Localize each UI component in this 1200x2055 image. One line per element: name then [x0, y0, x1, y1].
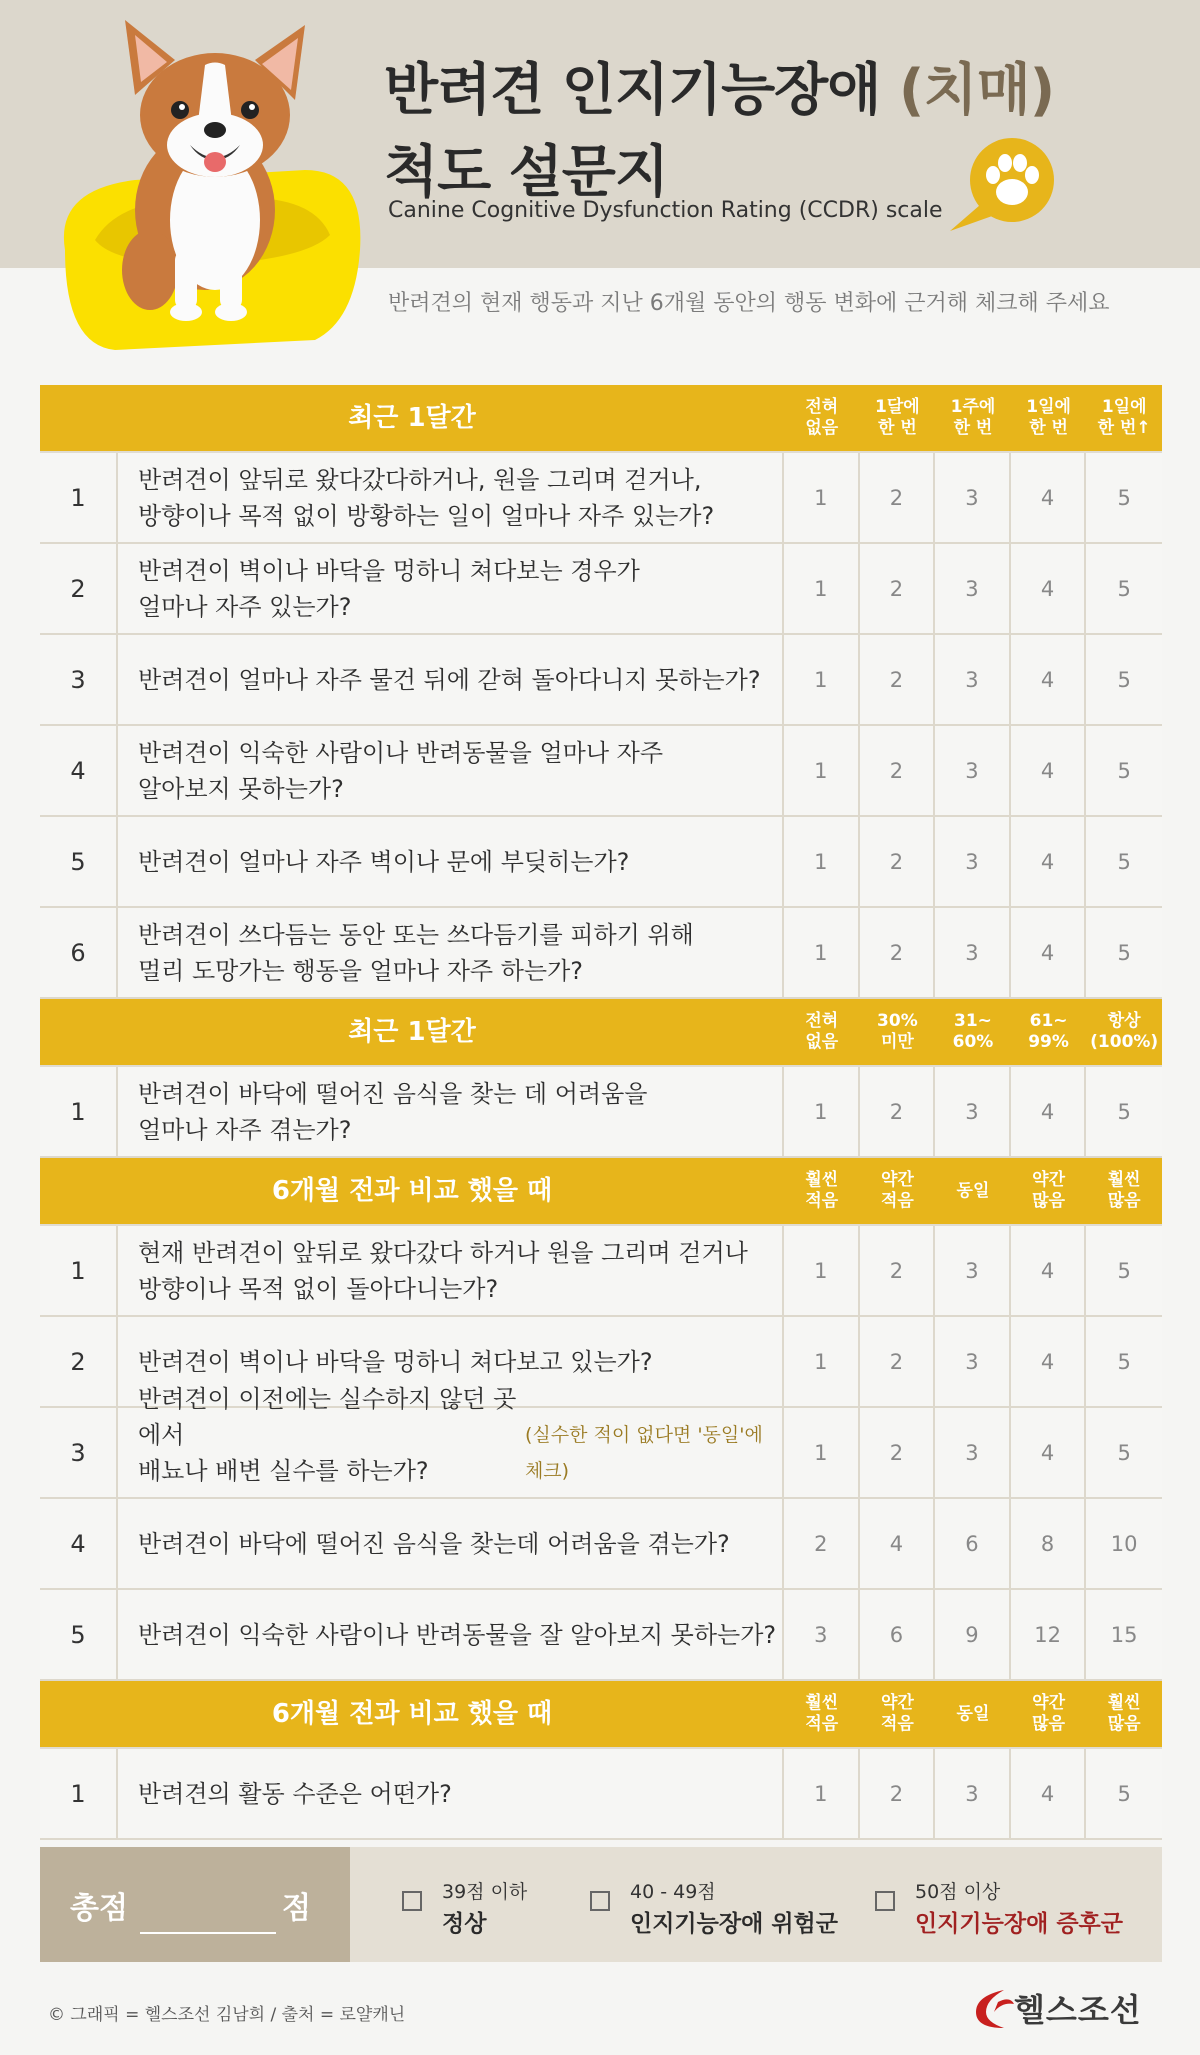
column-header: 훨씬 많음	[1107, 1170, 1141, 1211]
score-option[interactable]: 5	[1117, 849, 1131, 874]
question-text: 반려견이 이전에는 실수하지 않던 곳에서 배뇨나 배변 실수를 하는가?	[138, 1385, 517, 1485]
question-text: 반려견이 쓰다듬는 동안 또는 쓰다듬기를 피하기 위해 멀리 도망가는 행동을 얼마나 자주 하는가?	[138, 920, 694, 985]
corgi-illustration-icon	[55, 20, 365, 355]
question-number: 5	[40, 817, 118, 906]
question-cell	[118, 1385, 784, 1497]
result-label: 인지기능장애 증후군	[915, 1911, 1123, 1937]
score-option[interactable]: 1	[784, 817, 860, 906]
question-row	[40, 1226, 1162, 1317]
section-header	[40, 1158, 1162, 1226]
score-option[interactable]: 5	[1117, 1349, 1131, 1374]
score-option[interactable]: 1	[784, 1749, 860, 1838]
column-header: 전혀 없음	[805, 1011, 839, 1052]
credit-text: © 그래픽 = 헬스조선 김남희 / 출처 = 로얄캐닌	[48, 2005, 406, 2025]
question-row	[40, 1067, 1162, 1158]
question-row	[40, 1385, 1162, 1499]
questionnaire-table	[40, 385, 1162, 1840]
total-score-panel	[40, 1847, 350, 1962]
score-option[interactable]: 3	[935, 1067, 1011, 1156]
score-option[interactable]: 5	[1117, 1099, 1131, 1124]
column-header: 약간 많음	[1032, 1693, 1065, 1734]
score-option[interactable]: 4	[1011, 635, 1087, 724]
score-option[interactable]: 5	[1117, 485, 1131, 510]
score-option[interactable]: 3	[935, 1408, 1011, 1497]
score-option[interactable]: 3	[935, 1749, 1011, 1838]
score-option[interactable]: 4	[1011, 1226, 1087, 1315]
column-header: 61~ 99%	[1028, 1011, 1069, 1052]
result-label: 정상	[442, 1911, 487, 1937]
score-option[interactable]: 6	[860, 1590, 936, 1679]
question-text: 반려견이 얼마나 자주 벽이나 문에 부딪히는가?	[138, 847, 630, 876]
question-cell	[118, 1226, 784, 1315]
total-unit: 점	[282, 1891, 311, 1926]
section-title: 최근 1달간	[348, 403, 476, 433]
score-option[interactable]: 2	[860, 908, 936, 997]
score-option[interactable]: 3	[935, 817, 1011, 906]
question-row	[40, 544, 1162, 635]
score-option[interactable]: 5	[1117, 1781, 1131, 1806]
score-option[interactable]: 5	[1117, 576, 1131, 601]
total-score-input-line[interactable]	[140, 1932, 276, 1934]
question-cell	[118, 1067, 784, 1156]
question-number: 2	[40, 1317, 118, 1406]
column-header: 동일	[956, 1180, 990, 1201]
checkbox[interactable]	[590, 1891, 610, 1911]
score-option[interactable]: 2	[860, 635, 936, 724]
score-option[interactable]: 8	[1011, 1499, 1087, 1588]
result-range: 50점 이상	[915, 1881, 1001, 1903]
section-title: 6개월 전과 비교 했을 때	[271, 1176, 553, 1206]
question-cell	[118, 1590, 784, 1679]
question-text: 반려견이 익숙한 사람이나 반려동물을 얼마나 자주 알아보지 못하는가?	[138, 738, 664, 803]
score-option[interactable]: 9	[935, 1590, 1011, 1679]
question-text: 현재 반려견이 앞뒤로 왔다갔다 하거나 원을 그리며 걷거나 방향이나 목적 없이 돌아다니는가?	[138, 1238, 748, 1303]
score-option[interactable]: 2	[860, 1067, 936, 1156]
question-text: 반려견이 벽이나 바닥을 멍하니 쳐다보고 있는가?	[138, 1347, 653, 1376]
score-option[interactable]: 1	[784, 544, 860, 633]
question-row	[40, 908, 1162, 999]
total-label: 총점	[70, 1891, 128, 1926]
question-text: 반려견이 바닥에 떨어진 음식을 찾는데 어려움을 겪는가?	[138, 1529, 730, 1558]
question-number: 4	[40, 726, 118, 815]
instruction-text: 반려견의 현재 행동과 지난 6개월 동안의 행동 변화에 근거해 체크해 주세요	[388, 291, 1110, 316]
score-option[interactable]: 2	[860, 1749, 936, 1838]
title-paren: (치매)	[898, 58, 1055, 123]
question-number: 3	[40, 1408, 118, 1497]
column-header: 1일에 한 번↑	[1097, 397, 1151, 438]
question-cell	[118, 817, 784, 906]
question-text: 반려견이 바닥에 떨어진 음식을 찾는 데 어려움을 얼마나 자주 겪는가?	[138, 1079, 648, 1144]
score-option[interactable]: 5	[1117, 940, 1131, 965]
question-row	[40, 817, 1162, 908]
column-header: 훨씬 적음	[805, 1170, 839, 1211]
logo-text: 헬스조선	[1014, 1991, 1142, 2029]
column-header: 1주에 한 번	[950, 397, 996, 438]
score-option[interactable]: 1	[784, 453, 860, 542]
paw-bubble-icon	[950, 135, 1060, 235]
score-option[interactable]: 1	[784, 1067, 860, 1156]
score-option[interactable]: 6	[935, 1499, 1011, 1588]
question-cell	[118, 908, 784, 997]
checkbox[interactable]	[402, 1891, 422, 1911]
score-option[interactable]: 4	[1011, 1317, 1087, 1406]
score-option[interactable]: 5	[1117, 1258, 1131, 1283]
question-cell	[118, 1749, 784, 1838]
column-header: 항상 (100%)	[1090, 1011, 1159, 1052]
question-row	[40, 453, 1162, 544]
score-option[interactable]: 5	[1117, 1440, 1131, 1465]
question-cell	[118, 544, 784, 633]
section-header	[40, 1681, 1162, 1749]
section-header	[40, 385, 1162, 453]
score-option[interactable]: 3	[784, 1590, 860, 1679]
score-option[interactable]: 5	[1117, 667, 1131, 692]
question-cell	[118, 1499, 784, 1588]
score-option[interactable]: 4	[1011, 1067, 1087, 1156]
score-option[interactable]: 3	[935, 453, 1011, 542]
score-option[interactable]: 4	[1011, 817, 1087, 906]
section-header	[40, 999, 1162, 1067]
column-header: 약간 적음	[880, 1170, 914, 1211]
column-header: 전혀 없음	[805, 397, 839, 438]
section-columns	[784, 1158, 1162, 1224]
question-number: 1	[40, 1749, 118, 1838]
question-number: 1	[40, 1067, 118, 1156]
question-number: 1	[40, 453, 118, 542]
question-row	[40, 1749, 1162, 1840]
result-range: 40 - 49점	[630, 1881, 716, 1903]
score-option[interactable]: 2	[784, 1499, 860, 1588]
question-row	[40, 726, 1162, 817]
question-row	[40, 1499, 1162, 1590]
score-option[interactable]: 2	[860, 453, 936, 542]
question-cell	[118, 726, 784, 815]
score-option[interactable]: 1	[784, 635, 860, 724]
score-option[interactable]: 2	[860, 1317, 936, 1406]
column-header: 1일에 한 번	[1026, 397, 1071, 438]
section-title: 최근 1달간	[348, 1017, 476, 1047]
score-option[interactable]: 4	[1011, 1408, 1087, 1497]
column-header: 30% 미만	[877, 1011, 918, 1052]
score-option[interactable]: 3	[935, 1226, 1011, 1315]
score-option[interactable]: 2	[860, 726, 936, 815]
score-option[interactable]: 2	[860, 1408, 936, 1497]
score-option[interactable]: 4	[1011, 1749, 1087, 1838]
score-option[interactable]: 15	[1110, 1622, 1138, 1647]
column-header: 1달에 한 번	[875, 397, 920, 438]
score-option[interactable]: 1	[784, 1317, 860, 1406]
question-cell	[118, 635, 784, 724]
column-header: 훨씬 많음	[1107, 1693, 1141, 1734]
score-option[interactable]: 2	[860, 817, 936, 906]
score-option[interactable]: 3	[935, 726, 1011, 815]
section-columns	[784, 385, 1162, 451]
score-option[interactable]: 5	[1117, 758, 1131, 783]
score-option[interactable]: 12	[1011, 1590, 1087, 1679]
score-option[interactable]: 4	[1011, 726, 1087, 815]
title-main: 반려견 인지기능장애	[384, 58, 881, 123]
question-text: 반려견이 익숙한 사람이나 반려동물을 잘 알아보지 못하는가?	[138, 1620, 777, 1649]
question-text: 반려견의 활동 수준은 어떤가?	[138, 1779, 452, 1808]
section-columns	[784, 999, 1162, 1065]
question-number: 4	[40, 1499, 118, 1588]
score-option[interactable]: 4	[860, 1499, 936, 1588]
question-row	[40, 635, 1162, 726]
question-text: 반려견이 앞뒤로 왔다갔다하거나, 원을 그리며 걷거나, 방향이나 목적 없이 방황하는 일이 얼마나 자주 있는가?	[138, 465, 715, 530]
score-option[interactable]: 4	[1011, 453, 1087, 542]
column-header: 약간 많음	[1032, 1170, 1065, 1211]
section-title: 6개월 전과 비교 했을 때	[271, 1699, 553, 1729]
score-option[interactable]: 2	[860, 1226, 936, 1315]
score-option[interactable]: 3	[935, 635, 1011, 724]
question-text: 반려견이 얼마나 자주 물건 뒤에 갇혀 돌아다니지 못하는가?	[138, 665, 761, 694]
score-option[interactable]: 1	[784, 1408, 860, 1497]
score-option[interactable]: 10	[1110, 1531, 1138, 1556]
question-number: 1	[40, 1226, 118, 1315]
question-row	[40, 1590, 1162, 1681]
score-option[interactable]: 3	[935, 908, 1011, 997]
page-subtitle: Canine Cognitive Dysfunction Rating (CCDR) scale	[388, 198, 943, 223]
score-option[interactable]: 4	[1011, 908, 1087, 997]
column-header: 약간 적음	[880, 1693, 914, 1734]
result-label: 인지기능장애 위험군	[630, 1911, 838, 1937]
question-number: 6	[40, 908, 118, 997]
question-number: 2	[40, 544, 118, 633]
total-score-bar	[40, 1847, 1162, 1962]
score-option[interactable]: 2	[860, 544, 936, 633]
checkbox[interactable]	[875, 1891, 895, 1911]
score-option[interactable]: 1	[784, 726, 860, 815]
question-cell	[118, 453, 784, 542]
score-option[interactable]: 4	[1011, 544, 1087, 633]
question-note: (실수한 적이 없다면 '동일'에 체크)	[524, 1424, 763, 1482]
score-option[interactable]: 3	[935, 544, 1011, 633]
score-option[interactable]: 1	[784, 908, 860, 997]
column-header: 동일	[956, 1703, 990, 1724]
score-option[interactable]: 3	[935, 1317, 1011, 1406]
column-header: 31~ 60%	[952, 1011, 994, 1052]
score-option[interactable]: 1	[784, 1226, 860, 1315]
question-number: 3	[40, 635, 118, 724]
question-number: 5	[40, 1590, 118, 1679]
column-header: 훨씬 적음	[805, 1693, 839, 1734]
title-line2: 척도 설문지	[384, 140, 668, 205]
result-range: 39점 이하	[442, 1881, 528, 1903]
section-columns	[784, 1681, 1162, 1747]
question-text: 반려견이 벽이나 바닥을 멍하니 쳐다보는 경우가 얼마나 자주 있는가?	[138, 556, 640, 621]
